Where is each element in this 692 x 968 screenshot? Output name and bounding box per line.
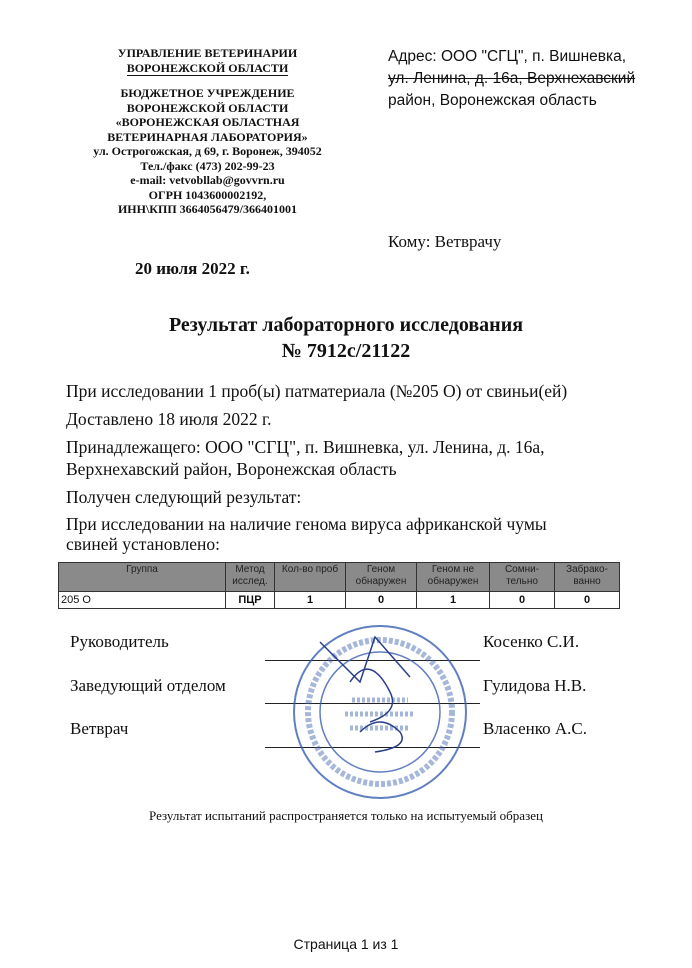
disclaimer-note: Результат испытаний распространяется только на испытуемый образец [149,808,543,823]
header-line: ВОРОНЕЖСКОЙ ОБЛАСТИ [126,100,289,115]
body-text: Доставлено 18 июля 2022 г. [66,409,272,429]
header-line: УПРАВЛЕНИЕ ВЕТЕРИНАРИИ [117,46,298,60]
table-cell: 1 [417,592,490,609]
header-line: ИНН\КПП 3664056479/366401001 [117,202,298,216]
results-table [58,562,620,609]
body-text: При исследовании 1 проб(ы) патматериала (№205 О) от свиньи(ей) [66,381,568,401]
header-line: Тел./факс (473) 202-99-23 [140,158,275,173]
signature-role: Руководитель [70,632,169,651]
body-text: При исследовании на наличие генома вируса африканской чумы [66,514,547,534]
document-date: 20 июля 2022 г. [135,259,250,278]
header-line: ул. Острогожская, д 69, г. Воронеж, 394052 [93,144,322,158]
signature-name: Косенко С.И. [483,632,580,651]
address-line: ул. Ленина, д. 16а, Верхнехавский [388,70,636,87]
address-line: Адрес: ООО "СГЦ", п. Вишневка, [388,48,627,65]
body-text: Получен следующий результат: [66,487,302,507]
recipient-address [388,46,635,112]
header-line: ОГРН 1043600002192, [148,187,267,202]
column-header: Кол-во проб [275,563,346,592]
column-header: Группа [59,563,226,592]
table-cell: 205 О [59,592,226,609]
header-line: ВЕТЕРИНАРНАЯ ЛАБОРАТОРИЯ» [107,129,308,144]
signature-name: Власенко А.С. [483,719,588,738]
column-header: Геном не обнаружен [417,563,490,592]
document-title [0,312,692,364]
signature-role: Заведующий отделом [70,676,226,695]
body-text: Верхнехавский район, Воронежская область [66,459,397,479]
table-row [59,592,620,609]
header-line: e-mail: vetvobllab@govvrn.ru [130,173,285,187]
lab-letterhead [70,46,345,217]
table-cell: ПЦР [226,592,275,609]
header-line: БЮДЖЕТНОЕ УЧРЕЖДЕНИЕ [120,86,295,100]
address-line: район, Воронежская область [388,92,597,109]
signature-name: Гулидова Н.В. [483,676,587,695]
signature-role: Ветврач [70,719,129,738]
recipient: Кому: Ветврачу [388,232,502,251]
body-text: Принадлежащего: ООО "СГЦ", п. Вишневка, ул. Ленина, д. 16а, [66,437,545,457]
column-header: Сомни-тельно [490,563,555,592]
table-cell: 0 [490,592,555,609]
table-header-row [59,563,620,592]
page-number: Страница 1 из 1 [293,936,399,952]
title-line: Результат лабораторного исследования [168,314,524,336]
header-line: ВОРОНЕЖСКОЙ ОБЛАСТИ [126,60,289,75]
body-text: свиней установлено: [66,534,221,554]
header-line: «ВОРОНЕЖСКАЯ ОБЛАСТНАЯ [115,115,300,129]
column-header: Метод исслед. [226,563,275,592]
document-number: № 7912с/21122 [281,340,411,362]
table-cell: 0 [346,592,417,609]
table-cell: 0 [555,592,620,609]
document-body [66,380,567,560]
column-header: Геном обнаружен [346,563,417,592]
column-header: Забрако-ванно [555,563,620,592]
table-cell: 1 [275,592,346,609]
official-stamp [290,622,470,802]
